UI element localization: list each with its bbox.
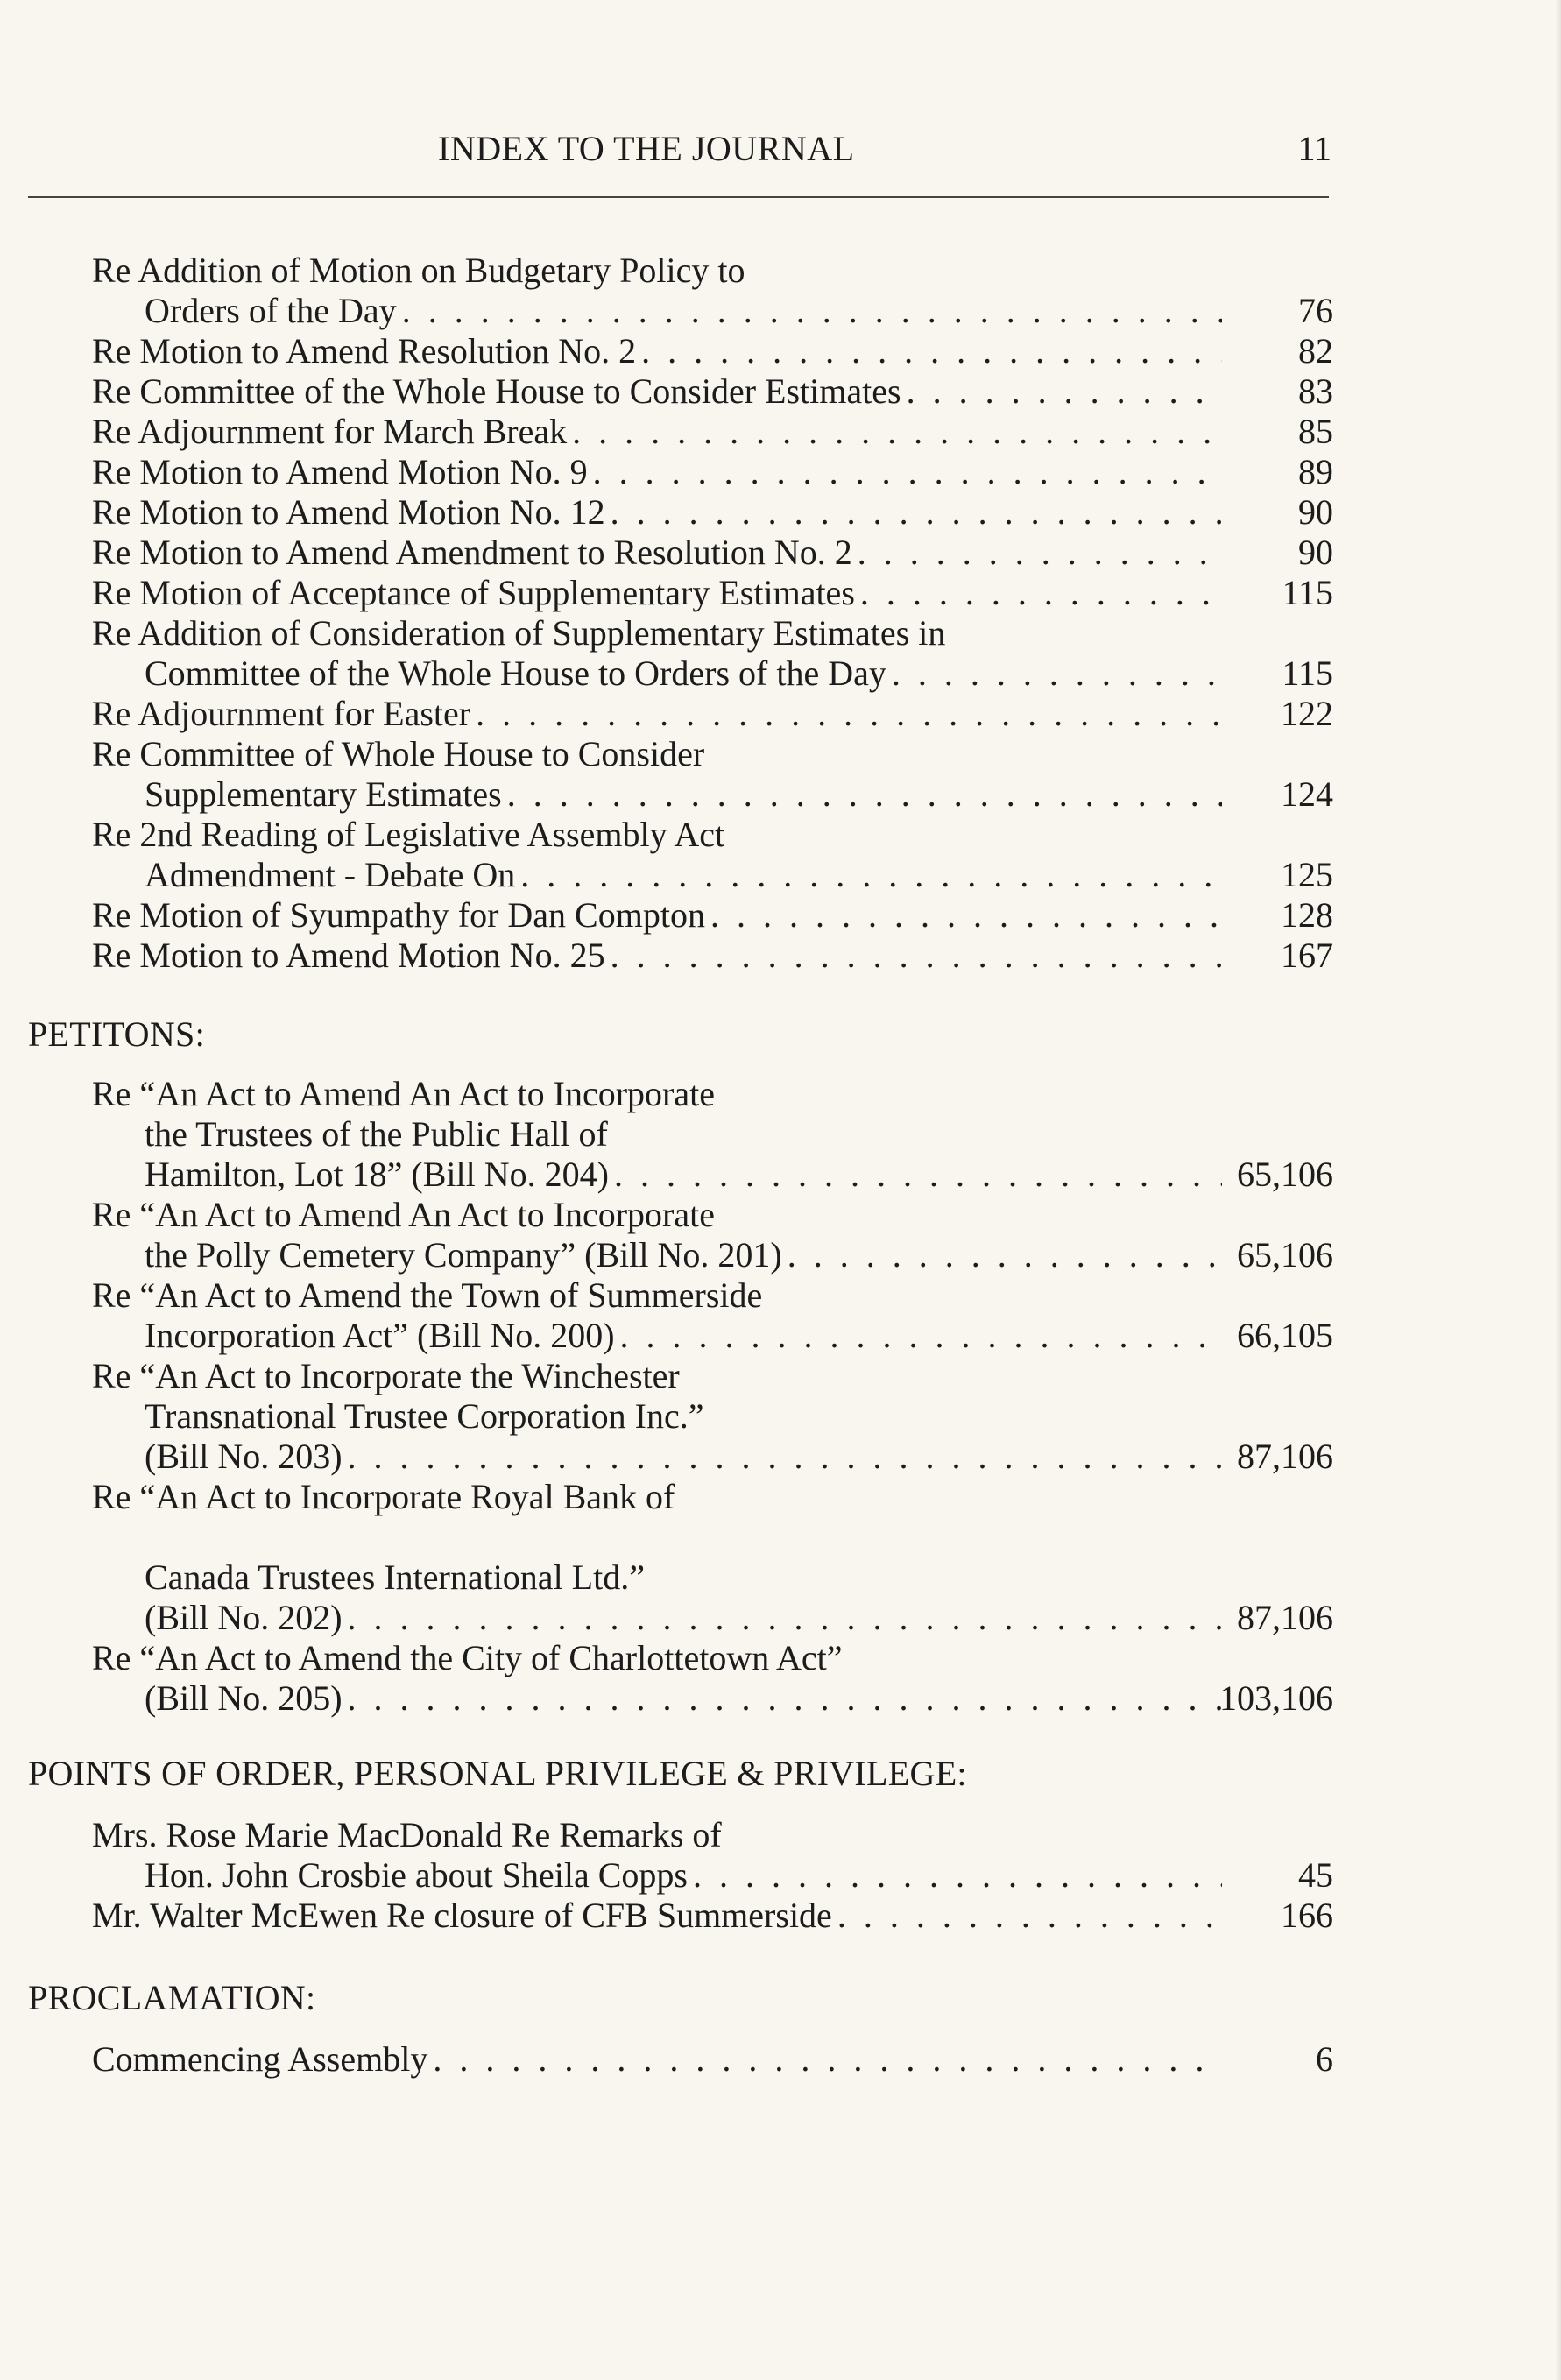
entry-text: Re Motion of Syumpathy for Dan Compton	[92, 895, 705, 935]
entry-text: Re Motion to Amend Motion No. 12	[92, 492, 605, 532]
point-of-order-entry	[92, 1896, 1333, 1936]
page-reference: 66,105	[1237, 1316, 1333, 1355]
page-reference: 65,106	[1237, 1155, 1333, 1194]
petition-entry-continuation	[145, 1598, 1333, 1638]
page-reference: 167	[1281, 936, 1333, 975]
dot-leader	[609, 1155, 1222, 1195]
page-reference: 128	[1281, 895, 1333, 935]
petition-entry-continuation	[145, 1396, 703, 1437]
petition-entry	[92, 1275, 762, 1316]
entry-text: Re “An Act to Amend the Town of Summerside	[92, 1275, 763, 1315]
entry-text: Hamilton, Lot 18” (Bill No. 204)	[145, 1155, 609, 1194]
entry-text: (Bill No. 203)	[145, 1437, 343, 1476]
page-reference: 45	[1298, 1855, 1333, 1895]
entry-text: Incorporation Act” (Bill No. 200)	[145, 1316, 615, 1355]
page-reference: 166	[1281, 1896, 1333, 1935]
petition-entry-continuation	[145, 1678, 1333, 1719]
page-reference: 90	[1298, 492, 1333, 532]
page-reference: 89	[1298, 452, 1333, 491]
entry-text: Committee of the Whole House to Orders of the Day	[145, 653, 886, 693]
page-number: 11	[1297, 129, 1331, 168]
page-reference: 76	[1298, 291, 1333, 330]
dot-leader	[605, 492, 1222, 533]
entry-text: Re Addition of Motion on Budgetary Policy to	[92, 251, 745, 290]
page-reference: 6	[1316, 2039, 1333, 2079]
dot-leader	[397, 291, 1222, 331]
header-divider	[28, 196, 1329, 198]
page-header	[0, 0, 1561, 201]
petition-entry	[92, 1195, 715, 1235]
petition-entry	[92, 1356, 680, 1396]
page-reference: 115	[1282, 653, 1333, 693]
page-reference: 65,106	[1237, 1235, 1333, 1275]
petition-entry	[92, 1477, 675, 1517]
petition-entry-continuation	[145, 1114, 608, 1155]
dot-leader	[901, 371, 1222, 412]
proclamation-entry	[92, 2039, 1333, 2080]
index-entry	[92, 533, 1333, 573]
index-entry	[92, 492, 1333, 533]
running-head-title: INDEX TO THE JOURNAL	[438, 129, 855, 168]
entry-text: Re 2nd Reading of Legislative Assembly Act	[92, 815, 725, 854]
dot-leader	[855, 573, 1222, 613]
dot-leader	[688, 1855, 1222, 1896]
index-entry	[92, 734, 704, 774]
index-entry-continuation	[145, 774, 1333, 815]
dot-leader	[502, 774, 1222, 815]
entry-text: Re Motion of Acceptance of Supplementary Estimates	[92, 573, 855, 612]
entry-text: Re Motion to Amend Motion No. 25	[92, 936, 605, 975]
entry-text: Re “An Act to Incorporate the Winchester	[92, 1356, 680, 1395]
entry-text: Re Adjournment for March Break	[92, 412, 568, 451]
index-entry	[92, 251, 745, 291]
page-reference: 87,106	[1237, 1598, 1333, 1637]
page-reference: 82	[1298, 331, 1333, 371]
entry-text: the Polly Cemetery Company” (Bill No. 201)	[145, 1235, 782, 1275]
page-reference: 124	[1281, 774, 1333, 814]
entry-text: Hon. John Crosbie about Sheila Copps	[145, 1855, 688, 1895]
dot-leader	[636, 331, 1222, 371]
entry-text: Re “An Act to Amend An Act to Incorporate	[92, 1074, 715, 1113]
index-entry-continuation	[145, 291, 1333, 331]
index-entry	[92, 936, 1333, 976]
index-entry	[92, 573, 1333, 613]
page-reference: 87,106	[1237, 1437, 1333, 1476]
dot-leader	[782, 1235, 1222, 1275]
dot-leader	[343, 1437, 1222, 1477]
page-reference: 103,106	[1219, 1678, 1333, 1718]
entry-text: (Bill No. 202)	[145, 1598, 343, 1637]
entry-text: Transnational Trustee Corporation Inc.”	[145, 1396, 704, 1436]
dot-leader	[470, 694, 1222, 734]
index-entry-continuation	[145, 653, 1333, 694]
index-entry	[92, 412, 1333, 452]
entry-text: Re Adjournment for Easter	[92, 694, 471, 733]
petition-entry-continuation	[145, 1437, 1333, 1477]
page-reference: 122	[1281, 694, 1333, 733]
dot-leader	[832, 1896, 1222, 1936]
section-heading-proclamation: PROCLAMATION:	[28, 1978, 316, 2017]
dot-leader	[886, 653, 1222, 694]
point-of-order-entry-continuation	[145, 1855, 1333, 1896]
dot-leader	[615, 1316, 1222, 1356]
index-entry	[92, 452, 1333, 492]
page-reference: 115	[1282, 573, 1333, 612]
entry-text: Re Addition of Consideration of Supplementary Estimates in	[92, 613, 946, 653]
index-entry	[92, 895, 1333, 936]
petition-entry-continuation	[145, 1557, 645, 1598]
page-reference: 125	[1281, 855, 1333, 894]
entry-text: (Bill No. 205)	[145, 1678, 343, 1718]
entry-text: Re “An Act to Amend An Act to Incorporate	[92, 1195, 715, 1234]
dot-leader	[588, 452, 1222, 492]
index-entry	[92, 331, 1333, 371]
petition-entry-continuation	[145, 1235, 1333, 1275]
index-entry	[92, 815, 724, 855]
entry-text: Re Motion to Amend Motion No. 9	[92, 452, 588, 491]
page-reference: 85	[1298, 412, 1333, 451]
dot-leader	[343, 1678, 1222, 1719]
entry-text: Mrs. Rose Marie MacDonald Re Remarks of	[92, 1815, 722, 1854]
dot-leader	[343, 1598, 1222, 1638]
index-entry-continuation	[145, 855, 1333, 895]
entry-text: Re Motion to Amend Amendment to Resolution No. 2	[92, 533, 852, 572]
entry-text: Re Committee of Whole House to Consider	[92, 734, 705, 773]
dot-leader	[852, 533, 1222, 573]
dot-leader	[605, 936, 1222, 976]
page-reference: 83	[1298, 371, 1333, 411]
page-edge-shadow	[1556, 0, 1561, 2380]
petition-entry	[92, 1074, 715, 1114]
entry-text: Admendment - Debate On	[145, 855, 516, 894]
entry-text: Canada Trustees International Ltd.”	[145, 1557, 645, 1597]
section-heading-petitions: PETITONS:	[28, 1014, 205, 1054]
point-of-order-entry	[92, 1815, 722, 1855]
entry-text: Re Committee of the Whole House to Consider Estimates	[92, 371, 901, 411]
entry-text: Re Motion to Amend Resolution No. 2	[92, 331, 637, 371]
entry-text: Orders of the Day	[145, 291, 397, 330]
entry-text: Re “An Act to Incorporate Royal Bank of	[92, 1477, 675, 1516]
petition-entry-continuation	[145, 1316, 1333, 1356]
petition-entry	[92, 1638, 843, 1678]
entry-text: the Trustees of the Public Hall of	[145, 1114, 608, 1154]
entry-text: Re “An Act to Amend the City of Charlottetown Act”	[92, 1638, 843, 1677]
page-reference: 90	[1298, 533, 1333, 572]
dot-leader	[705, 895, 1222, 936]
index-entry	[92, 371, 1333, 412]
index-entry	[92, 613, 945, 653]
entry-text: Mr. Walter McEwen Re closure of CFB Summerside	[92, 1896, 832, 1935]
petition-entry-continuation	[145, 1155, 1333, 1195]
entry-text: Supplementary Estimates	[145, 774, 502, 814]
dot-leader	[567, 412, 1222, 452]
index-entry	[92, 694, 1333, 734]
entry-text: Commencing Assembly	[92, 2039, 428, 2079]
dot-leader	[515, 855, 1222, 895]
dot-leader	[427, 2039, 1222, 2080]
section-heading-points-of-order: POINTS OF ORDER, PERSONAL PRIVILEGE & PRIVILEGE:	[28, 1754, 967, 1793]
